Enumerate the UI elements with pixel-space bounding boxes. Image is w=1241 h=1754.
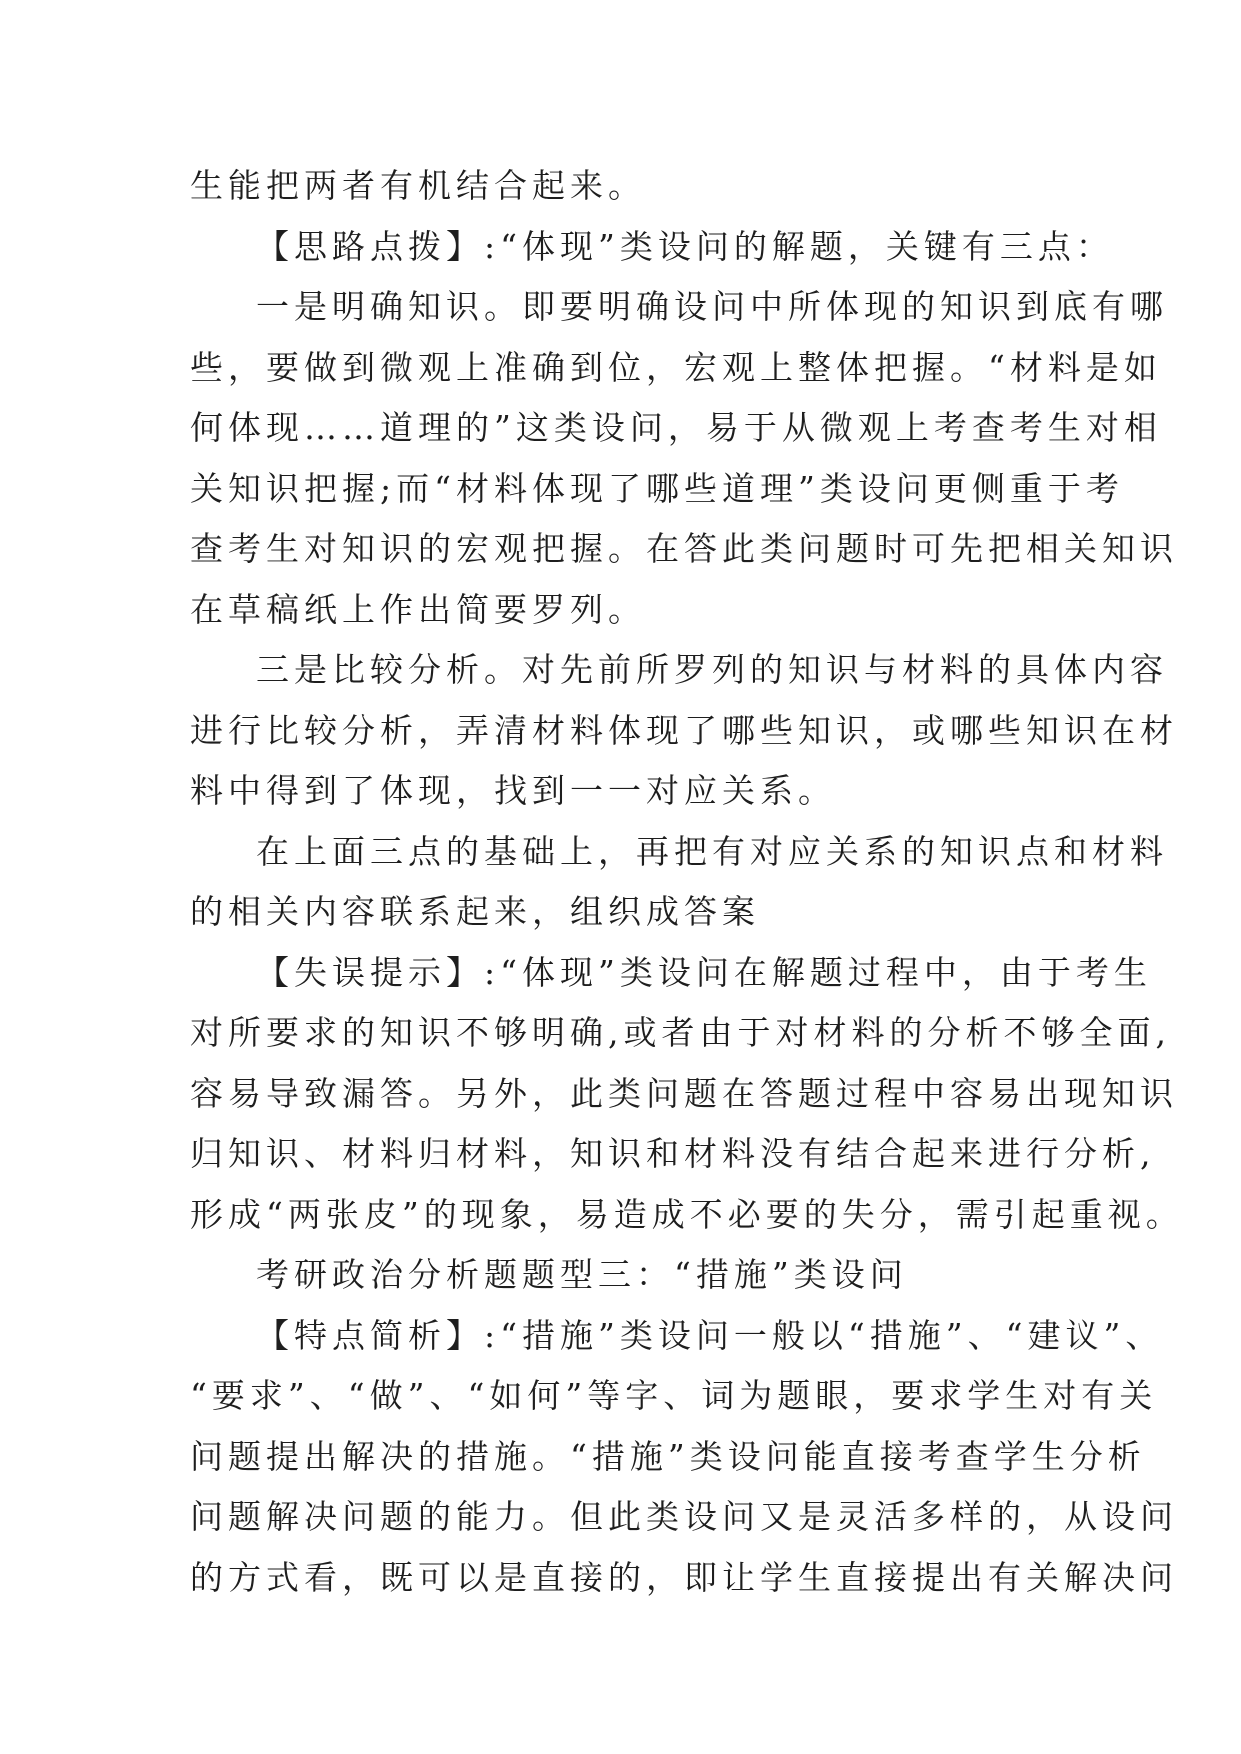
text-line: 何体现……道理的”这类设问，易于从微观上考查考生对相: [190, 408, 1162, 447]
text-line: 查考生对知识的宏观把握。在答此类问题时可先把相关知识: [190, 529, 1178, 568]
text-line: 形成“两张皮”的现象，易造成不必要的失分，需引起重视。: [190, 1194, 1184, 1234]
text-line: 考研政治分析题题型三：“措施”类设问: [256, 1255, 908, 1294]
text-line: 对所要求的知识不够明确,或者由于对材料的分析不够全面,: [190, 1013, 1171, 1052]
text-line: 【失误提示】:“体现”类设问在解题过程中，由于考生: [256, 952, 1152, 992]
text-line: 在草稿纸上作出简要罗列。: [190, 589, 646, 629]
text-line: 生能把两者有机结合起来。: [190, 166, 646, 205]
text-line: 进行比较分析，弄清材料体现了哪些知识，或哪些知识在材: [190, 710, 1178, 750]
text-line: 的方式看，既可以是直接的，即让学生直接提出有关解决问: [190, 1557, 1178, 1597]
text-line: 的相关内容联系起来，组织成答案: [190, 892, 760, 931]
text-line: 三是比较分析。对先前所罗列的知识与材料的具体内容: [256, 650, 1168, 689]
text-line: 容易导致漏答。另外，此类问题在答题过程中容易出现知识: [190, 1073, 1178, 1113]
text-line: 问题提出解决的措施。“措施”类设问能直接考查学生分析: [190, 1436, 1146, 1476]
text-line: 在上面三点的基础上，再把有对应关系的知识点和材料: [256, 831, 1168, 871]
text-line: 问题解决问题的能力。但此类设问又是灵活多样的，从设问: [190, 1497, 1178, 1536]
text-line: 料中得到了体现，找到一一对应关系。: [190, 771, 836, 810]
text-line: 【思路点拨】:“体现”类设问的解题，关键有三点：: [256, 226, 1114, 266]
text-line: “要求”、“做”、“如何”等字、词为题眼，要求学生对有关: [190, 1376, 1158, 1415]
text-line: 【特点简析】:“措施”类设问一般以“措施”、“建议”、: [256, 1315, 1164, 1355]
text-line: 一是明确知识。即要明确设问中所体现的知识到底有哪: [256, 287, 1168, 326]
text-line: 归知识、材料归材料，知识和材料没有结合起来进行分析,: [190, 1134, 1156, 1173]
text-line: 关知识把握;而“材料体现了哪些道理”类设问更侧重于考: [190, 468, 1124, 508]
body-text: [190, 156, 1184, 1608]
text-line: 些，要做到微观上准确到位，宏观上整体把握。“材料是如: [190, 347, 1162, 387]
